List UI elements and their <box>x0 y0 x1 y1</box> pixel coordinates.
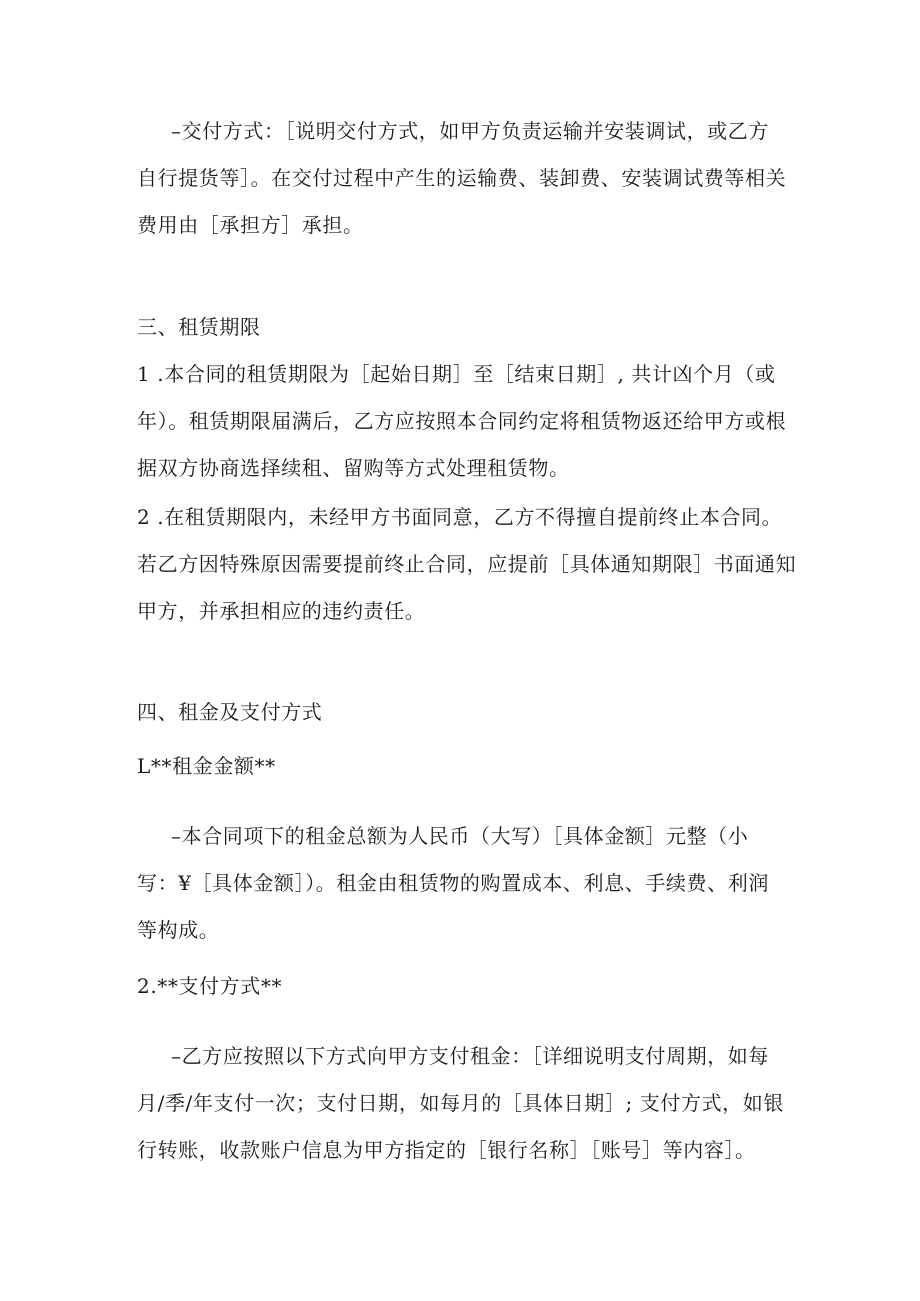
rent-amount-line-3: 等构成。 <box>137 918 220 942</box>
payment-method-clause <box>137 1033 797 1174</box>
lease-term-item-2-line-2: 若乙方因特殊原因需要提前终止合同，应提前［具体通知期限］书面通知 <box>137 552 797 576</box>
delivery-line-1: –交付方式：［说明交付方式，如甲方负责运输并安装调试，或乙方 <box>171 119 769 143</box>
section-3-heading: 三、租赁期限 <box>137 315 261 339</box>
delivery-line-3: 费用由［承担方］承担。 <box>137 213 364 237</box>
lease-term-item-1 <box>137 351 797 492</box>
rent-amount-line-1: –本合同项下的租金总额为人民币（大写）［具体金额］元整（小 <box>171 824 749 848</box>
lease-term-item-1-line-3: 据双方协商选择续租、留购等方式处理租赁物。 <box>137 456 570 480</box>
lease-term-item-1-line-2: 年）。租赁期限届满后，乙方应按照本合同约定将租赁物返还给甲方或根 <box>137 409 787 433</box>
payment-method-line-1: –乙方应按照以下方式向甲方支付租金：［详细说明支付周期，如每 <box>171 1044 769 1068</box>
payment-method-line-3: 行转账，收款账户信息为甲方指定的［银行名称］［账号］等内容］。 <box>137 1138 756 1162</box>
delivery-line-2: 自行提货等］。在交付过程中产生的运输费、装卸费、安装调试费等相关 <box>137 166 787 190</box>
payment-method-heading: 2.**支付方式** <box>137 974 283 998</box>
rent-amount-line-2: 写：¥［具体金额］）。租金由租赁物的购置成本、利息、手续费、利润 <box>137 871 769 895</box>
lease-term-item-2 <box>137 494 797 635</box>
delivery-clause <box>137 108 797 249</box>
rent-amount-heading: L**租金金额** <box>137 754 276 778</box>
lease-term-item-2-line-1: 2 .在租赁期限内，未经甲方书面同意，乙方不得擅自提前终止本合同。 <box>137 505 783 529</box>
section-4-heading: 四、租金及支付方式 <box>137 700 323 724</box>
rent-amount-clause <box>137 813 797 954</box>
payment-method-line-2: 月/季/年支付一次；支付日期，如每月的［具体日期］; 支付方式，如银 <box>137 1091 784 1115</box>
lease-term-item-2-line-3: 甲方，并承担相应的违约责任。 <box>137 599 426 623</box>
lease-term-item-1-line-1: 1 .本合同的租赁期限为［起始日期］至［结束日期］, 共计凶个月（或 <box>137 362 776 386</box>
